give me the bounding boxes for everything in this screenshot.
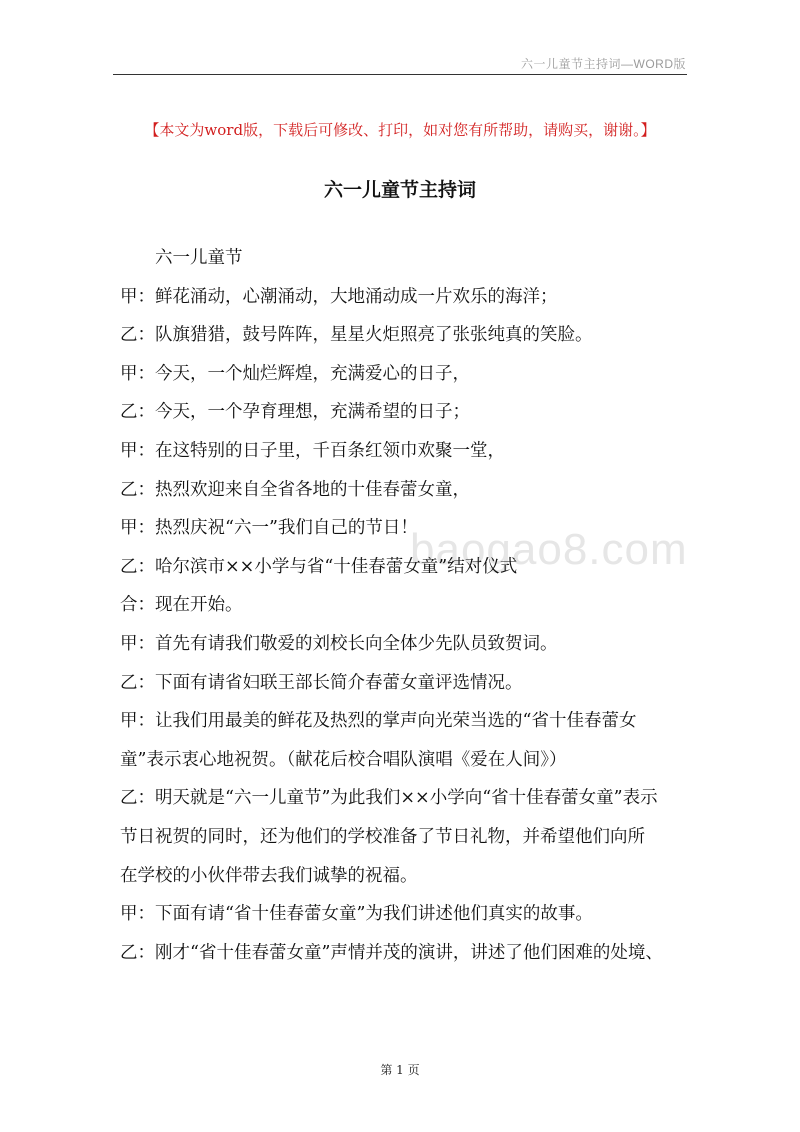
script-line: 甲：让我们用最美的鲜花及热烈的掌声向光荣当选的“省十佳春蕾女 [120, 711, 637, 732]
script-line: 甲：热烈庆祝“六一”我们自己的节日！ [120, 518, 418, 539]
script-line-continued: 童”表示衷心地祝贺。（献花后校合唱队演唱《爱在人间》） [120, 749, 567, 770]
section-heading: 六一儿童节 [155, 248, 243, 268]
script-line: 甲：在这特别的日子里，千百条红领巾欢聚一堂， [120, 440, 505, 461]
script-line: 乙：哈尔滨市××小学与省“十佳春蕾女童”结对仪式 [120, 556, 518, 577]
purchase-notice: 【本文为word版，下载后可修改、打印，如对您有所帮助，请购买，谢谢。】 [144, 121, 656, 139]
script-line-continued: 在学校的小伙伴带去我们诚挚的祝福。 [120, 865, 418, 886]
running-header: 六一儿童节主持词—WORD版 [521, 57, 686, 71]
document-title: 六一儿童节主持词 [323, 179, 476, 201]
script-line: 甲：今天，一个灿烂辉煌，充满爱心的日子， [120, 363, 470, 384]
script-line-continued: 节日祝贺的同时，还为他们的学校准备了节日礼物，并希望他们向所 [120, 826, 645, 847]
watermark: baogao8.com [410, 525, 688, 574]
script-line: 乙：热烈欢迎来自全省各地的十佳春蕾女童， [120, 479, 470, 500]
document-body [120, 239, 690, 972]
script-line: 乙：下面有请省妇联王部长简介春蕾女童评选情况。 [120, 672, 523, 693]
page-number: 第 1 页 [380, 1063, 420, 1077]
script-line: 甲：鲜花涌动，心潮涌动，大地涌动成一片欢乐的海洋； [120, 286, 558, 307]
script-line: 乙：今天，一个孕育理想，充满希望的日子； [120, 402, 470, 423]
header-divider [113, 74, 687, 75]
script-line: 甲：首先有请我们敬爱的刘校长向全体少先队员致贺词。 [120, 633, 558, 654]
script-line: 合：现在开始。 [120, 595, 243, 616]
script-line: 乙：明天就是“六一儿童节”为此我们××小学向“省十佳春蕾女童”表示 [120, 788, 658, 809]
script-line: 乙：队旗猎猎，鼓号阵阵，星星火炬照亮了张张纯真的笑脸。 [120, 325, 593, 346]
script-line: 乙：刚才“省十佳春蕾女童”声情并茂的演讲，讲述了他们困难的处境、 [120, 942, 663, 963]
script-line: 甲：下面有请“省十佳春蕾女童”为我们讲述他们真实的故事。 [120, 904, 593, 925]
